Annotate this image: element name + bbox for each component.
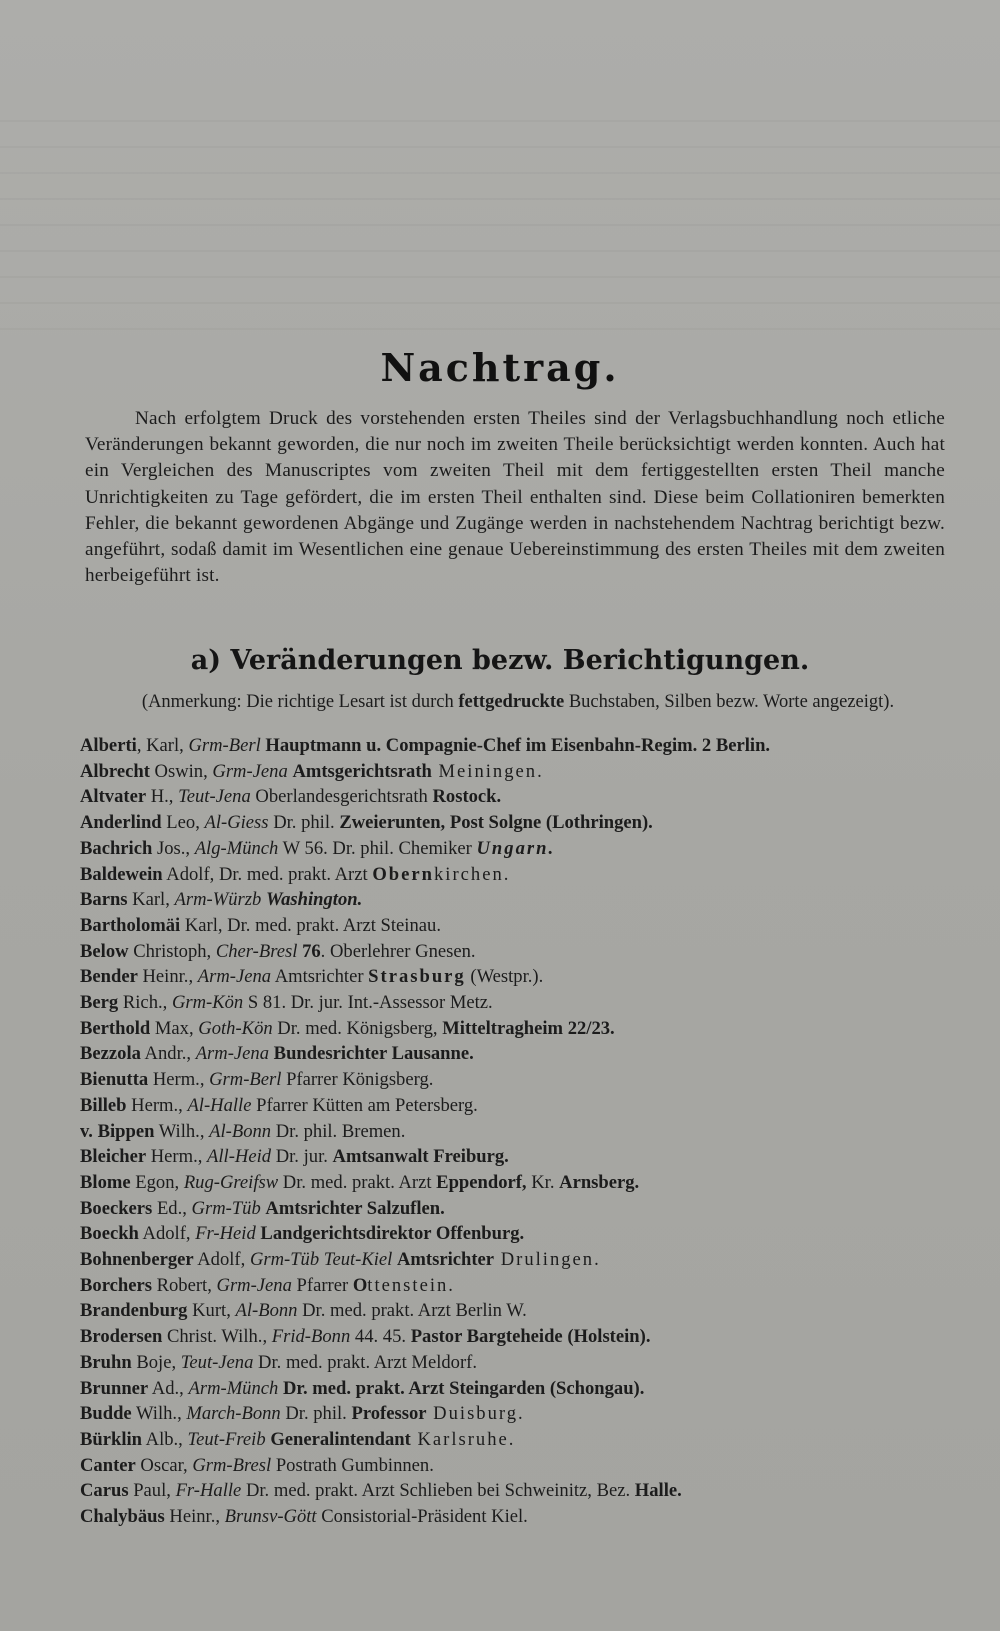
entry-tail: Dr. med. Königsberg,	[272, 1017, 443, 1039]
entry-bold: Mitteltragheim 22/23.	[442, 1017, 615, 1039]
entry-name: Baldewein	[80, 863, 163, 885]
entry-tail: Dr. phil.	[280, 1403, 352, 1425]
entry-corps: Grm-Bresl	[192, 1454, 272, 1476]
entry-name: Carus	[80, 1480, 129, 1502]
entry-text: Herm.,	[148, 1069, 210, 1091]
entry-tail: Dr. med. prakt. Arzt Berlin W.	[297, 1300, 527, 1322]
note-after: Buchstaben, Silben bezw. Worte angezeigt).	[564, 692, 895, 712]
entry-bold: Landgerichtsdirektor Offenburg.	[260, 1223, 525, 1245]
entry-corps: All-Heid	[207, 1146, 272, 1168]
entry-after: Drulingen.	[494, 1249, 601, 1271]
entry-bold-2: Arnsberg.	[559, 1171, 640, 1193]
list-item	[80, 1221, 950, 1247]
entry-corps: Teut-Jena	[180, 1351, 254, 1373]
entry-corps: Arm-Münch	[188, 1377, 279, 1399]
intro-text: Nach erfolgtem Druck des vorstehenden ersten Theiles sind der Verlagsbuchhandlung noch etliche Veränderungen bekannt geworden, die nur noch im zweiten Theile berücksichtigt werden konnten. Auch hat ein Vergleichen des Manuscriptes vom zweiten Theil mit dem fertiggestellten ersten Theil manche Unrichtigkeiten zu Tage gefördert, die im ersten Theil enthalten sind. Diese beim Collationiren bemerkten Fehler, die bekannt gewordenen Abgänge und Zugänge werden in nachstehendem Nachtrag berichtigt bezw. angeführt, sodaß damit im Wesentlichen eine genaue Uebereinstimmung des ersten Theiles mit dem zweiten herbeigeführt ist.	[85, 408, 945, 587]
entry-tail: Dr. phil. Bremen.	[271, 1120, 406, 1142]
entry-corps: Teut-Freib	[187, 1428, 266, 1450]
entry-corps: Cher-Bresl	[215, 940, 298, 962]
entry-text: Boje,	[131, 1351, 181, 1373]
entry-text: , Karl,	[136, 735, 189, 756]
entry-name: Bienutta	[80, 1069, 149, 1091]
entry-text: Heinr.,	[164, 1506, 225, 1528]
list-item	[80, 913, 950, 939]
entry-tail: 44. 45.	[350, 1326, 411, 1348]
entry-tail: Dr. med. prakt. Arzt Schlieben bei Schweinitz, Bez.	[241, 1480, 635, 1502]
list-item	[80, 964, 950, 990]
list-item	[80, 759, 950, 785]
entry-tail: Consistorial-Präsident Kiel.	[316, 1506, 528, 1528]
entry-after: kirchen.	[433, 863, 511, 885]
entry-text: Ad.,	[148, 1377, 189, 1399]
entry-corps: Grm-Tüb Teut-Kiel	[249, 1249, 393, 1271]
list-item	[80, 1119, 950, 1145]
entry-tail: Postrath Gumbinnen.	[271, 1454, 434, 1476]
entry-tail: Amtsrichter	[271, 966, 369, 988]
entry-name: Budde	[80, 1403, 132, 1425]
bleed-through-texture	[0, 120, 1000, 340]
entry-text: Ed.,	[152, 1197, 192, 1219]
entry-bold: Pastor Bargteheide (Holstein).	[410, 1326, 651, 1348]
entry-corps: Arm-Würzb	[174, 889, 262, 911]
entry-text: Adolf,	[138, 1223, 196, 1245]
entry-bold: Zweierunten, Post Solgne (Lothringen).	[339, 812, 653, 834]
entry-corps: Goth-Kön	[198, 1017, 273, 1039]
list-item	[80, 1196, 950, 1222]
list-item	[80, 1016, 950, 1042]
entry-name: Anderlind	[80, 812, 162, 834]
entry-corps: Grm-Berl	[209, 1069, 282, 1091]
entry-name: Bürklin	[80, 1428, 143, 1450]
list-item	[80, 1324, 950, 1350]
list-item	[80, 1144, 950, 1170]
entry-corps: Al-Bonn	[209, 1120, 272, 1142]
entry-tail: W 56. Dr. phil. Chemiker	[278, 837, 477, 859]
entry-corps: Grm-Jena	[216, 1274, 292, 1296]
entry-bold: Obern	[372, 863, 434, 885]
entry-tail: Pfarrer Königsberg.	[281, 1069, 434, 1091]
entry-corps: Arm-Jena	[195, 1043, 270, 1065]
entry-list	[80, 733, 950, 1530]
entry-name: Alberti	[80, 735, 137, 756]
entry-text: Kurt,	[187, 1300, 236, 1322]
entry-text: Karl, Dr. med. prakt. Arzt Steinau.	[180, 914, 441, 936]
entry-after: (Westpr.).	[465, 966, 544, 988]
entry-name: Boeckh	[80, 1223, 139, 1245]
entry-name: Bartholomäi	[80, 914, 181, 936]
entry-name: Bender	[80, 966, 138, 988]
list-item	[80, 733, 950, 759]
entry-name: Blome	[80, 1171, 131, 1193]
entry-name: Berg	[80, 992, 119, 1014]
entry-bold: Dr. med. prakt. Arzt Steingarden (Schongau).	[283, 1377, 645, 1399]
list-item	[80, 1041, 950, 1067]
entry-text: Wilh.,	[154, 1120, 210, 1142]
entry-tail: Dr. med. prakt. Arzt	[278, 1171, 437, 1193]
entry-name: Brandenburg	[80, 1300, 188, 1322]
entry-name: Albrecht	[80, 760, 150, 782]
entry-text: Wilh.,	[131, 1403, 187, 1425]
entry-tail: Dr. jur.	[271, 1146, 333, 1168]
entry-text: Adolf,	[193, 1249, 250, 1271]
list-item	[80, 810, 950, 836]
entry-text: Andr.,	[140, 1043, 196, 1065]
entry-bold: Professor	[351, 1403, 427, 1425]
list-item	[80, 836, 950, 862]
list-item	[80, 1170, 950, 1196]
list-item	[80, 1401, 950, 1427]
entry-corps: Fr-Halle	[175, 1480, 242, 1502]
entry-tail: Oberlandesgerichtsrath	[250, 786, 433, 808]
entry-after: Duisburg.	[426, 1403, 525, 1425]
entry-tail: Pfarrer	[291, 1274, 353, 1296]
entry-bold: Bundesrichter Lausanne.	[273, 1043, 474, 1065]
entry-corps: Frid-Bonn	[271, 1326, 351, 1348]
list-item	[80, 887, 950, 913]
list-item	[80, 1093, 950, 1119]
note-bold: fettgedruckte	[458, 692, 565, 712]
entry-text: Robert,	[151, 1274, 217, 1296]
entry-bold: Eppendorf,	[436, 1171, 527, 1193]
entry-bold: Amtsrichter Salzuflen.	[265, 1197, 445, 1219]
entry-bold: Amtsanwalt Freiburg.	[332, 1146, 509, 1168]
entry-name: Bohnenberger	[80, 1249, 194, 1271]
entry-text: Heinr.,	[137, 966, 198, 988]
entry-text: Oswin,	[149, 760, 213, 782]
entry-name: Bachrich	[80, 837, 153, 859]
entry-name: Canter	[80, 1454, 136, 1476]
entry-text: Christ. Wilh.,	[162, 1326, 272, 1348]
list-item	[80, 784, 950, 810]
entry-after: Karlsruhe.	[410, 1428, 516, 1450]
entry-name: Berthold	[80, 1017, 151, 1039]
list-item	[80, 1067, 950, 1093]
entry-bold: 76	[302, 940, 321, 962]
list-item	[80, 1478, 950, 1504]
entry-text: Rich.,	[118, 992, 172, 1014]
entry-corps: Al-Halle	[187, 1094, 252, 1116]
entry-text: Adolf, Dr. med. prakt. Arzt	[162, 863, 373, 885]
annotation-note	[88, 692, 948, 713]
entry-text: H.,	[146, 786, 179, 808]
list-item	[80, 1298, 950, 1324]
entry-tail: S 81. Dr. jur. Int.-Assessor Metz.	[243, 992, 493, 1014]
entry-corps: Rug-Greifsw	[183, 1171, 279, 1193]
entry-name: Billeb	[80, 1094, 127, 1116]
entry-bold: Halle.	[634, 1480, 682, 1502]
entry-text: Egon,	[130, 1171, 184, 1193]
entry-corps: Grm-Berl	[188, 735, 261, 756]
entry-corps: Grm-Kön	[171, 992, 244, 1014]
entry-corps: Grm-Tüb	[191, 1197, 261, 1219]
list-item	[80, 1427, 950, 1453]
entry-after: Kr.	[526, 1171, 560, 1193]
entry-corps: Al-Bonn	[235, 1300, 298, 1322]
entry-after: Meiningen.	[431, 760, 544, 782]
entry-bold: Ungarn.	[476, 837, 556, 859]
entry-bold: O	[352, 1274, 368, 1296]
entry-bold: Generalintendant	[270, 1428, 411, 1450]
note-before: (Anmerkung: Die richtige Lesart ist durch	[141, 692, 459, 712]
entry-name: v. Bippen	[80, 1120, 155, 1142]
entry-tail: Dr. phil.	[268, 812, 340, 834]
entry-name: Bezzola	[80, 1043, 141, 1065]
entry-name: Brunner	[80, 1377, 149, 1399]
entry-text: Karl,	[127, 889, 175, 911]
page-title: Nachtrag.	[380, 345, 620, 390]
entry-text: Oscar,	[135, 1454, 193, 1476]
entry-bold: Rostock.	[432, 786, 502, 808]
entry-corps: Fr-Heid	[195, 1223, 256, 1245]
entry-name: Chalybäus	[80, 1506, 165, 1528]
entry-bold: Washington.	[265, 889, 363, 911]
list-item	[80, 862, 950, 888]
entry-bold: Hauptmann u. Compagnie-Chef im Eisenbahn-Regim. 2 Berlin.	[265, 735, 771, 756]
list-item	[80, 1247, 950, 1273]
entry-corps: March-Bonn	[186, 1403, 281, 1425]
entry-name: Brodersen	[80, 1326, 163, 1348]
entry-name: Altvater	[80, 786, 147, 808]
list-item	[80, 1504, 950, 1530]
entry-after: ttenstein.	[367, 1274, 455, 1296]
entry-name: Bruhn	[80, 1351, 132, 1373]
entry-name: Below	[80, 940, 129, 962]
list-item	[80, 1376, 950, 1402]
entry-bold: Strasburg	[368, 966, 466, 988]
section-heading: a) Veränderungen bezw. Berichtigungen.	[190, 645, 810, 676]
entry-corps: Grm-Jena	[212, 760, 288, 782]
entry-text: Jos.,	[152, 837, 195, 859]
list-item	[80, 990, 950, 1016]
intro-paragraph	[85, 406, 945, 589]
entry-text: Paul,	[128, 1480, 176, 1502]
entry-bold: Amtsgerichtsrath	[292, 760, 432, 782]
entry-corps: Teut-Jena	[178, 786, 251, 808]
entry-text: Herm.,	[146, 1146, 208, 1168]
entry-bold: Amtsrichter	[397, 1249, 495, 1271]
entry-tail: Pfarrer Kütten am Petersberg.	[251, 1094, 478, 1116]
entry-corps: Alg-Münch	[194, 837, 279, 859]
entry-name: Barns	[80, 889, 128, 911]
entry-corps: Al-Giess	[204, 812, 269, 834]
list-item	[80, 1350, 950, 1376]
entry-corps: Brunsv-Gött	[224, 1506, 317, 1528]
entry-name: Bleicher	[80, 1146, 147, 1168]
entry-text: Alb.,	[142, 1428, 188, 1450]
list-item	[80, 1453, 950, 1479]
entry-name: Boeckers	[80, 1197, 153, 1219]
entry-text: Christoph,	[128, 940, 216, 962]
entry-text: Herm.,	[126, 1094, 188, 1116]
entry-tail: Dr. med. prakt. Arzt Meldorf.	[253, 1351, 477, 1373]
entry-corps: Arm-Jena	[197, 966, 272, 988]
entry-text: Leo,	[161, 812, 205, 834]
list-item	[80, 1273, 950, 1299]
entry-name: Borchers	[80, 1274, 152, 1296]
entry-after: . Oberlehrer Gnesen.	[320, 940, 476, 962]
list-item	[80, 939, 950, 965]
entry-text: Max,	[150, 1017, 199, 1039]
